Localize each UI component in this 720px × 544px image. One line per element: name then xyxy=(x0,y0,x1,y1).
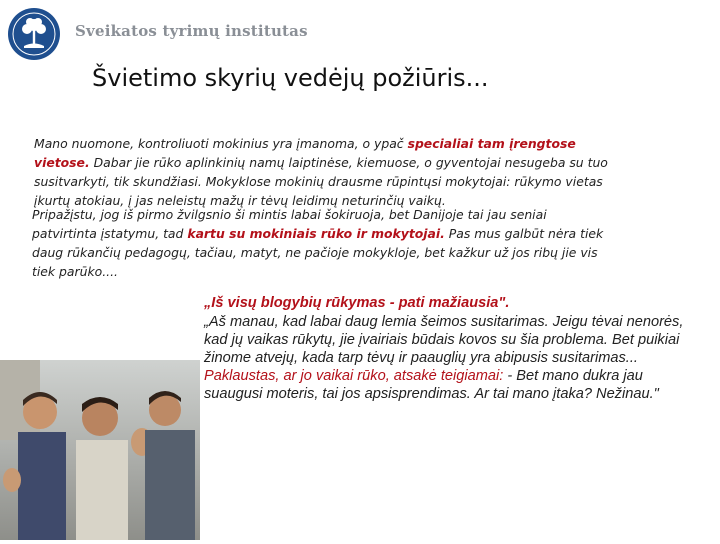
quote-heading: „Iš visų blogybių rūkymas - pati mažiausia". xyxy=(204,295,510,311)
quote-body xyxy=(204,313,704,403)
tree-logo-icon xyxy=(8,8,60,60)
paragraph1-highlight: specialiai tam įrengtose vietose. xyxy=(34,136,576,170)
slide-title: Švietimo skyrių vedėjų požiūris... xyxy=(92,64,489,92)
paragraph1-text-end: Dabar jie rūko aplinkinių namų laiptinėse, kiemuose, o gyventojai nesugeba su tuo susitvarkyti, tik skundžiasi. Mokyklose mokinių drausme rūpintųsi mokytojai: rūkymo vietas įkurtų atokiau, į jas neleistų mažų ir tėvų leidimų neturinčių vaikų. xyxy=(34,155,608,208)
students-photo xyxy=(0,360,200,540)
paragraph2-text-end: Pas mus galbūt nėra tiek daug rūkančių pedagogų, tačiau, matyt, ne pačioje mokykloje, bet kažkur už jos ribų jie vis tiek parūko.... xyxy=(32,226,604,279)
paragraph2-highlight: kartu su mokiniais rūko ir mokytojai. xyxy=(187,226,445,241)
paragraph-opinion xyxy=(34,134,614,210)
institute-logo xyxy=(8,8,60,60)
paragraph1-text-start: Mano nuomone, kontroliuoti mokinius yra įmanoma, o ypač xyxy=(34,136,408,151)
quote-question: Paklaustas, ar jo vaikai rūko, atsakė teigiamai: xyxy=(204,368,504,384)
quote-block xyxy=(204,294,704,403)
paragraph-denmark xyxy=(32,205,612,281)
paragraph2-text-start: Pripažįstu, jog iš pirmo žvilgsnio ši mintis labai šokiruoja, bet Danijoje tai jau seniai patvirtinta įstatymu, tad xyxy=(32,207,547,241)
students-photo-image xyxy=(0,360,200,540)
organization-name: Sveikatos tyrimų institutas xyxy=(75,22,308,40)
quote-answer: - Bet mano dukra jau suaugusi moteris, tai jos apsisprendimas. Ar tai mano įtaka? Nežinau." xyxy=(204,368,659,402)
quote-text: „Aš manau, kad labai daug lemia šeimos susitarimas. Jeigu tėvai nenorės, kad jų vaikas rūkytų, jie įvairiais būdais kovos su šia problema. Bet puikiai žinome atvejų, kada tarp tėvų ir paauglių yra abipusis susitarimas... xyxy=(204,314,684,366)
